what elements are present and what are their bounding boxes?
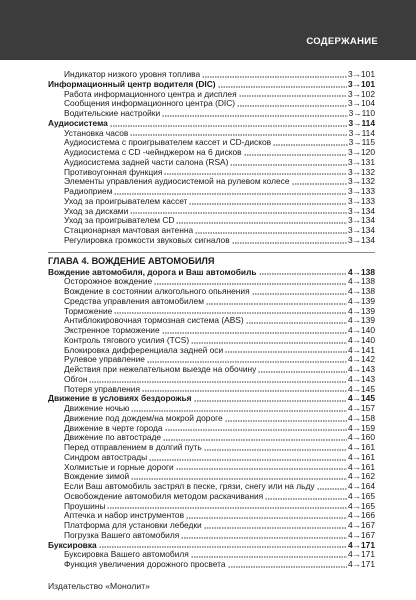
- toc-entry-page: 3→132: [347, 167, 375, 177]
- dot-leader: [131, 410, 347, 412]
- dot-leader: [232, 242, 347, 244]
- toc-entry: [48, 346, 375, 356]
- toc-entry-page: 4→139: [347, 316, 375, 326]
- toc-entry-title: Холмистые и горные дороги: [64, 462, 174, 472]
- dot-leader: [273, 144, 348, 146]
- toc-entry-title: Индикатор низкого уровня топлива: [64, 70, 201, 79]
- dot-leader: [130, 134, 347, 136]
- dot-leader: [206, 303, 347, 305]
- toc-entry: [48, 463, 375, 473]
- dot-leader: [176, 222, 347, 224]
- toc-entry: [48, 531, 375, 541]
- dot-leader: [194, 400, 347, 402]
- toc-entry: [48, 385, 375, 395]
- toc-entry-title: Средства управления автомобилем: [64, 296, 204, 306]
- dot-leader: [191, 342, 347, 344]
- toc-entry-page: 4→171: [347, 560, 375, 569]
- dot-leader: [89, 381, 347, 383]
- toc-entry-page: 3→115: [348, 138, 375, 148]
- toc-entry-page: 3→102: [347, 89, 375, 99]
- toc-entry-page: 3→133: [347, 187, 375, 196]
- toc-entry: [48, 187, 375, 197]
- toc-entry-page: 4→162: [347, 472, 375, 482]
- toc-entry-page: 4→140: [347, 326, 375, 335]
- toc-entry-title: Уход за проигрывателем CD: [64, 216, 175, 226]
- toc-entry-title: Регулировка громкости звуковых сигналов: [64, 235, 230, 245]
- dot-leader: [114, 193, 347, 195]
- toc-entry: [48, 326, 375, 336]
- dot-leader: [165, 429, 347, 431]
- toc-entry-title: Проушины: [64, 501, 106, 511]
- dot-leader: [246, 322, 347, 324]
- toc-entry-page: 4→167: [347, 521, 375, 530]
- dot-leader: [181, 537, 347, 539]
- toc-entry-title: Действия при нежелательном выезде на обочину: [64, 365, 257, 374]
- toc-entry-title: Погрузка Вашего автомобиля: [64, 530, 180, 540]
- toc-entry-title: Движение в черте города: [64, 423, 163, 433]
- publisher-footer: Издательство «Монолит»: [48, 581, 150, 591]
- dot-leader: [317, 488, 347, 490]
- toc-entry-page: 4→139: [347, 296, 375, 306]
- toc-entry-page: 4→171: [347, 550, 375, 560]
- toc-entry-title: Водительские настройки: [64, 109, 161, 118]
- toc-entry: [48, 197, 375, 207]
- toc-entry: [48, 482, 375, 492]
- dot-leader: [195, 232, 347, 234]
- dot-leader: [252, 293, 347, 295]
- toc-entry-page: 4→167: [347, 530, 375, 540]
- toc-entry-page: 4→145: [347, 384, 375, 394]
- toc-entry: [48, 207, 375, 217]
- dot-leader: [228, 566, 347, 568]
- toc-entry-title: Стационарная мачтовая антенна: [64, 226, 194, 235]
- page-header: [0, 0, 416, 60]
- toc-section-entry: [48, 394, 375, 404]
- dot-leader: [162, 115, 347, 117]
- toc-entry-title: Экстренное торможение: [64, 326, 160, 335]
- toc-entry: [48, 90, 375, 100]
- toc-entry: [48, 404, 375, 414]
- toc-entry-title: Торможение: [64, 306, 113, 316]
- toc-entry: [48, 453, 375, 463]
- toc-entry: [48, 560, 375, 570]
- toc-entry: [48, 216, 375, 226]
- toc-entry-page: 3→101: [347, 70, 375, 79]
- dot-leader: [204, 449, 347, 451]
- toc-entry-title: Движение по автостраде: [64, 433, 162, 443]
- toc-entry: [48, 148, 375, 158]
- dot-leader: [237, 105, 347, 107]
- dot-leader: [265, 498, 347, 500]
- dot-leader: [230, 164, 347, 166]
- toc-entry-page: 4→142: [347, 355, 375, 365]
- toc-entry: [48, 158, 375, 168]
- toc-entry: [48, 226, 375, 236]
- toc-entry-page: 4→159: [347, 423, 375, 433]
- toc-entry-title: Антиблокировочная тормозная система (ABS): [64, 316, 244, 326]
- dot-leader: [258, 371, 347, 373]
- toc-entry: [48, 316, 375, 326]
- toc-entry-title: Аудиосистема с проигрывателем кассет и CD-дисков: [64, 138, 272, 148]
- toc-entry-title: Освобождение автомобиля методом раскачивания: [64, 491, 264, 501]
- toc-entry-title: Радиоприем: [64, 187, 113, 196]
- toc-section-entry: [48, 80, 375, 90]
- dot-leader: [225, 420, 347, 422]
- toc-entry-title: Платформа для установки лебедки: [64, 521, 202, 530]
- toc-entry-page: 4→158: [347, 413, 375, 423]
- toc-entry-page: 4→139: [347, 306, 375, 316]
- toc-entry-title: Буксировка Вашего автомобиля: [64, 550, 189, 560]
- toc-entry-title: Вождение зимой: [64, 472, 130, 482]
- toc-entry-page: 3→134: [347, 216, 375, 226]
- toc-entry: [48, 70, 375, 80]
- toc-entry: [48, 521, 375, 531]
- toc-entry-title: Аудиосистема задней части салона (RSA): [64, 157, 229, 167]
- table-of-contents: [48, 70, 375, 570]
- toc-entry-title: Движение в условиях бездорожья: [48, 394, 192, 404]
- dot-leader: [114, 312, 347, 314]
- toc-entry-page: 3→131: [347, 157, 375, 167]
- toc-entry-page: 4→145: [347, 394, 375, 404]
- toc-entry-page: 4→161: [347, 452, 375, 462]
- toc-entry-page: 3→134: [347, 206, 375, 216]
- toc-entry-page: 3→110: [348, 109, 375, 118]
- toc-entry-page: 4→161: [347, 443, 375, 452]
- toc-entry-title: Движение ночью: [64, 404, 130, 413]
- dot-leader: [142, 390, 347, 392]
- toc-entry-title: Сообщения информационного центра (DIC): [64, 99, 236, 109]
- toc-entry-page: 3→114: [348, 118, 375, 128]
- toc-entry: [48, 433, 375, 443]
- toc-entry-page: 4→157: [347, 404, 375, 413]
- toc-entry-title: Буксировка: [48, 540, 97, 550]
- toc-entry: [48, 472, 375, 482]
- toc-entry-page: 4→143: [347, 365, 375, 374]
- toc-entry-title: Движение под дождем/на мокрой дороге: [64, 413, 223, 423]
- toc-entry-page: 4→138: [347, 287, 375, 296]
- toc-entry-title: Вождение в состоянии алкогольного опьянения: [64, 287, 250, 296]
- dot-leader: [204, 527, 347, 529]
- toc-entry: [48, 511, 375, 521]
- toc-entry-title: Уход за дисками: [64, 206, 129, 216]
- dot-leader: [149, 459, 347, 461]
- toc-entry: [48, 550, 375, 560]
- toc-entry-title: Если Ваш автомобиль застрял в песке, грязи, снегу или на льду: [64, 482, 315, 491]
- toc-entry-page: 3→114: [348, 128, 375, 138]
- toc-entry: [48, 424, 375, 434]
- toc-entry: [48, 365, 375, 375]
- toc-entry-title: Рулевое управление: [64, 355, 145, 365]
- dot-leader: [176, 468, 347, 470]
- toc-entry-page: 3→101: [347, 79, 375, 89]
- section-title: СОДЕРЖАНИЕ: [306, 36, 378, 47]
- chapter-heading: ГЛАВА 4. ВОЖДЕНИЕ АВТОМОБИЛЯ: [48, 252, 375, 267]
- toc-entry: [48, 99, 375, 109]
- dot-leader: [239, 95, 347, 97]
- toc-entry: [48, 109, 375, 119]
- toc-entry-title: Информационный центр водителя (DIC): [48, 79, 216, 89]
- toc-entry: [48, 414, 375, 424]
- toc-entry: [48, 375, 375, 385]
- toc-entry-page: 4→166: [347, 511, 375, 521]
- toc-entry-page: 4→138: [347, 267, 375, 277]
- dot-leader: [164, 173, 347, 175]
- dot-leader: [163, 439, 347, 441]
- toc-entry-title: Аудиосистема: [48, 118, 108, 128]
- toc-entry-page: 4→165: [347, 491, 375, 501]
- toc-entry-page: 4→165: [347, 501, 375, 511]
- toc-entry: [48, 502, 375, 512]
- toc-entry-title: Элементы управления аудиосистемой на рулевом колесе: [64, 177, 290, 187]
- dot-leader: [110, 125, 348, 127]
- toc-entry-page: 4→141: [347, 345, 375, 355]
- dot-leader: [225, 351, 347, 353]
- dot-leader: [130, 212, 347, 214]
- toc-entry-page: 3→132: [347, 177, 375, 187]
- toc-entry: [48, 168, 375, 178]
- dot-leader: [244, 154, 347, 156]
- toc-entry-title: Аудиосистема с CD -чейнджером на 6 дисков: [64, 148, 242, 157]
- toc-entry-title: Работа информационного центра и дисплея: [64, 89, 237, 99]
- dot-leader: [292, 183, 347, 185]
- toc-entry-title: Синдром автострады: [64, 452, 148, 462]
- toc-entry-page: 3→120: [347, 148, 375, 157]
- toc-entry: [48, 287, 375, 297]
- toc-entry-title: Обгон: [64, 374, 88, 384]
- toc-entry-page: 3→134: [347, 235, 375, 245]
- toc-section-entry: [48, 268, 375, 278]
- toc-entry-title: Противоугонная функция: [64, 167, 163, 177]
- toc-entry: [48, 138, 375, 148]
- toc-section-part1: [48, 70, 375, 246]
- toc-entry-page: 4→138: [347, 277, 375, 287]
- dot-leader: [189, 203, 347, 205]
- toc-entry-page: 3→104: [347, 99, 375, 109]
- toc-entry-page: 4→164: [347, 482, 375, 491]
- toc-entry-title: Функция увеличения дорожного просвета: [64, 560, 226, 569]
- toc-entry-title: Уход за проигрывателем кассет: [64, 196, 188, 206]
- dot-leader: [107, 507, 347, 509]
- toc-entry-page: 3→133: [347, 196, 375, 206]
- dot-leader: [202, 76, 347, 78]
- toc-entry: [48, 355, 375, 365]
- toc-entry-page: 4→143: [347, 374, 375, 384]
- toc-entry-page: 4→140: [347, 335, 375, 345]
- toc-entry-title: Аптечка и набор инструментов: [64, 511, 185, 521]
- toc-entry: [48, 492, 375, 502]
- toc-entry-page: 3→134: [347, 226, 375, 235]
- toc-entry-page: 4→171: [347, 540, 375, 550]
- dot-leader: [191, 556, 347, 558]
- toc-entry: [48, 177, 375, 187]
- toc-entry: [48, 297, 375, 307]
- dot-leader: [99, 546, 347, 548]
- toc-entry-title: Установка часов: [64, 128, 129, 138]
- toc-section-entry: [48, 541, 375, 551]
- toc-entry-title: Контроль тягового усилия (TCS): [64, 335, 190, 345]
- toc-entry: [48, 277, 375, 287]
- dot-leader: [154, 283, 347, 285]
- dot-leader: [259, 273, 347, 275]
- dot-leader: [162, 332, 347, 334]
- toc-entry: [48, 443, 375, 453]
- toc-entry: [48, 336, 375, 346]
- toc-entry: [48, 307, 375, 317]
- toc-entry-title: Блокировка дифференциала задней оси: [64, 345, 224, 355]
- toc-entry-title: Вождение автомобиля, дорога и Ваш автомобиль: [48, 267, 257, 277]
- toc-entry: [48, 129, 375, 139]
- toc-entry-page: 4→160: [347, 433, 375, 443]
- dot-leader: [131, 478, 347, 480]
- toc-entry-title: Перед отправлением в долгий путь: [64, 443, 202, 452]
- dot-leader: [147, 361, 347, 363]
- toc-section-entry: [48, 119, 375, 129]
- dot-leader: [218, 86, 347, 88]
- toc-entry-page: 4→161: [347, 462, 375, 472]
- toc-section-part2: [48, 268, 375, 570]
- toc-entry-title: Потеря управления: [64, 384, 140, 394]
- dot-leader: [186, 517, 347, 519]
- toc-entry-title: Осторожное вождение: [64, 277, 153, 287]
- toc-entry: [48, 236, 375, 246]
